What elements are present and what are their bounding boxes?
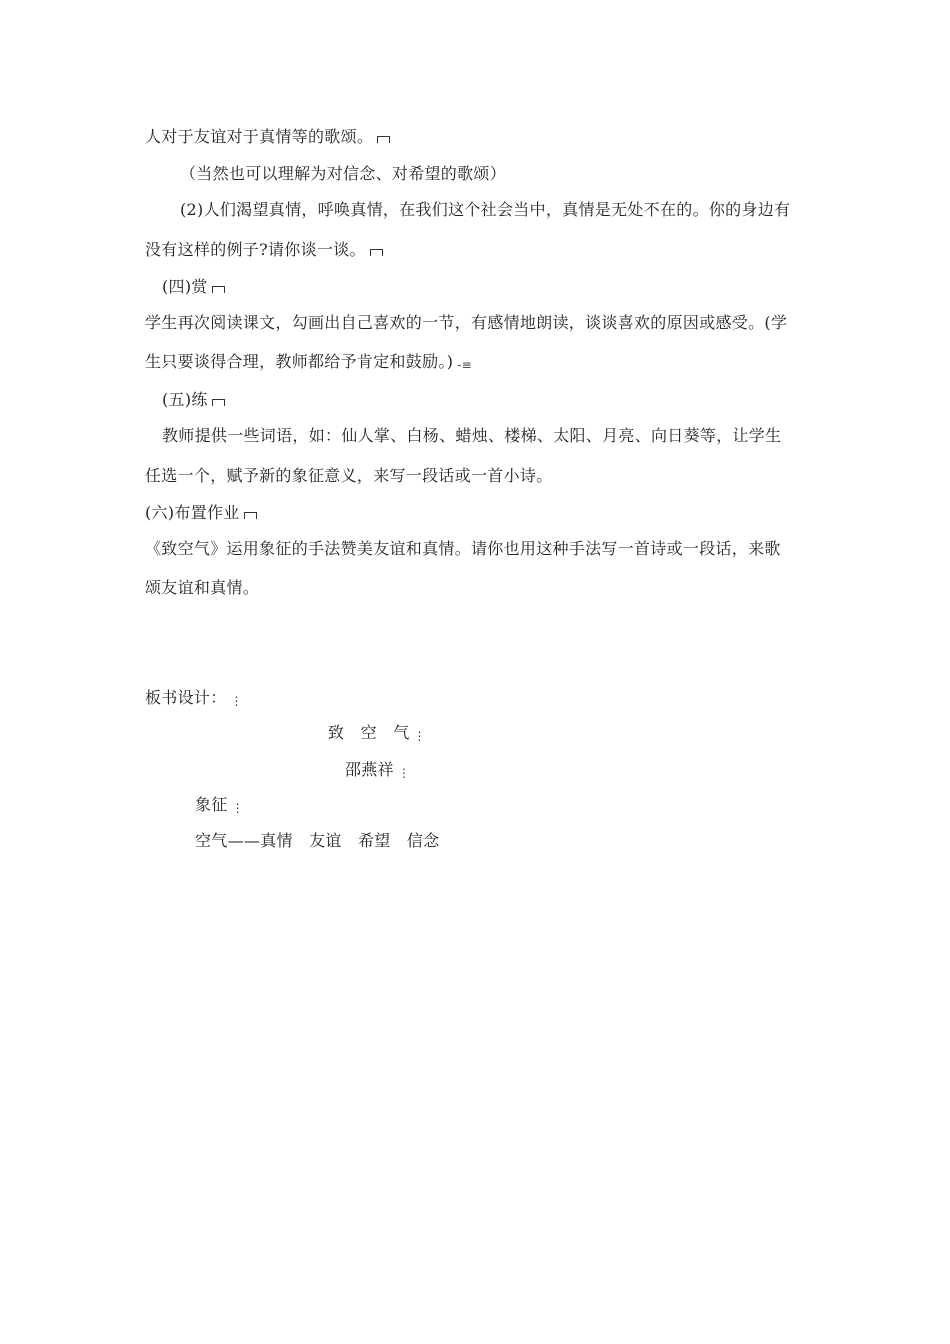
text-line-4 bbox=[145, 240, 383, 260]
text-line-2-content: （当然也可以理解为对信念、对希望的歌颂） bbox=[180, 164, 507, 183]
text-line-12 bbox=[145, 539, 781, 559]
text-line-9-content: 教师提供一些词语，如：仙人掌、白杨、蜡烛、楼梯、太阳、月亮、向日葵等，让学生 bbox=[162, 426, 782, 445]
text-line-7 bbox=[145, 352, 472, 375]
text-line-10-content: 任选一个，赋予新的象征意义，来写一段话或一首小诗。 bbox=[145, 466, 553, 485]
line-end-mark: ⋮ bbox=[397, 766, 411, 780]
paragraph-mark-icon bbox=[212, 286, 225, 293]
board-symbol-line bbox=[195, 831, 440, 851]
board-title-text: 致 空 气 bbox=[328, 723, 410, 742]
text-line-12-content: 《致空气》运用象征的手法赞美友谊和真情。请你也用这种手法写一首诗或一段话，来歌 bbox=[145, 539, 781, 558]
paragraph-mark-icon bbox=[377, 136, 390, 143]
board-design-label-text: 板书设计： bbox=[145, 688, 227, 707]
line-end-mark: ⋮ bbox=[413, 729, 426, 743]
text-line-13-content: 颂友谊和真情。 bbox=[145, 578, 260, 597]
paragraph-mark-icon bbox=[212, 399, 225, 406]
board-symbol-line-text: 空气——真情 友谊 希望 信念 bbox=[195, 831, 440, 850]
line-end-mark: -≡ bbox=[457, 358, 472, 372]
paragraph-mark-icon bbox=[244, 512, 257, 519]
line-end-mark: ⋮ bbox=[230, 694, 243, 708]
paragraph-mark-icon bbox=[370, 249, 383, 256]
text-line-3 bbox=[180, 200, 790, 220]
board-author-text: 邵燕祥 bbox=[345, 760, 394, 779]
text-line-1-content: 人对于友谊对于真情等的歌颂。 bbox=[145, 127, 374, 146]
board-design-label bbox=[145, 688, 243, 711]
section-heading-6-content: (六)布置作业 bbox=[145, 503, 240, 522]
board-title bbox=[328, 723, 426, 746]
text-line-7-content: 生只要谈得合理，教师都给予肯定和鼓励。) bbox=[145, 352, 454, 371]
line-end-mark: ⋮ bbox=[231, 801, 244, 815]
text-line-6-content: 学生再次阅读课文，勾画出自己喜欢的一节，有感情地朗读，谈谈喜欢的原因或感受。(学 bbox=[145, 313, 788, 332]
text-line-4-content: 没有这样的例子?请你谈一谈。 bbox=[145, 240, 366, 259]
text-line-1 bbox=[145, 127, 390, 147]
text-line-13 bbox=[145, 578, 259, 598]
text-line-9 bbox=[162, 426, 781, 446]
section-heading-5-content: (五)练 bbox=[162, 390, 208, 409]
board-symbol-label bbox=[195, 795, 244, 818]
text-line-6 bbox=[145, 313, 787, 333]
text-line-10 bbox=[145, 466, 553, 486]
section-heading-4-content: (四)赏 bbox=[162, 277, 208, 296]
section-heading-6 bbox=[145, 503, 257, 523]
section-heading-5 bbox=[162, 390, 225, 410]
text-line-2 bbox=[180, 164, 506, 184]
section-heading-4 bbox=[162, 277, 225, 297]
board-symbol-label-text: 象征 bbox=[195, 795, 228, 814]
text-line-3-content: (2)人们渴望真情，呼唤真情，在我们这个社会当中，真情是无处不在的。你的身边有 bbox=[180, 200, 791, 219]
board-author bbox=[345, 760, 410, 783]
